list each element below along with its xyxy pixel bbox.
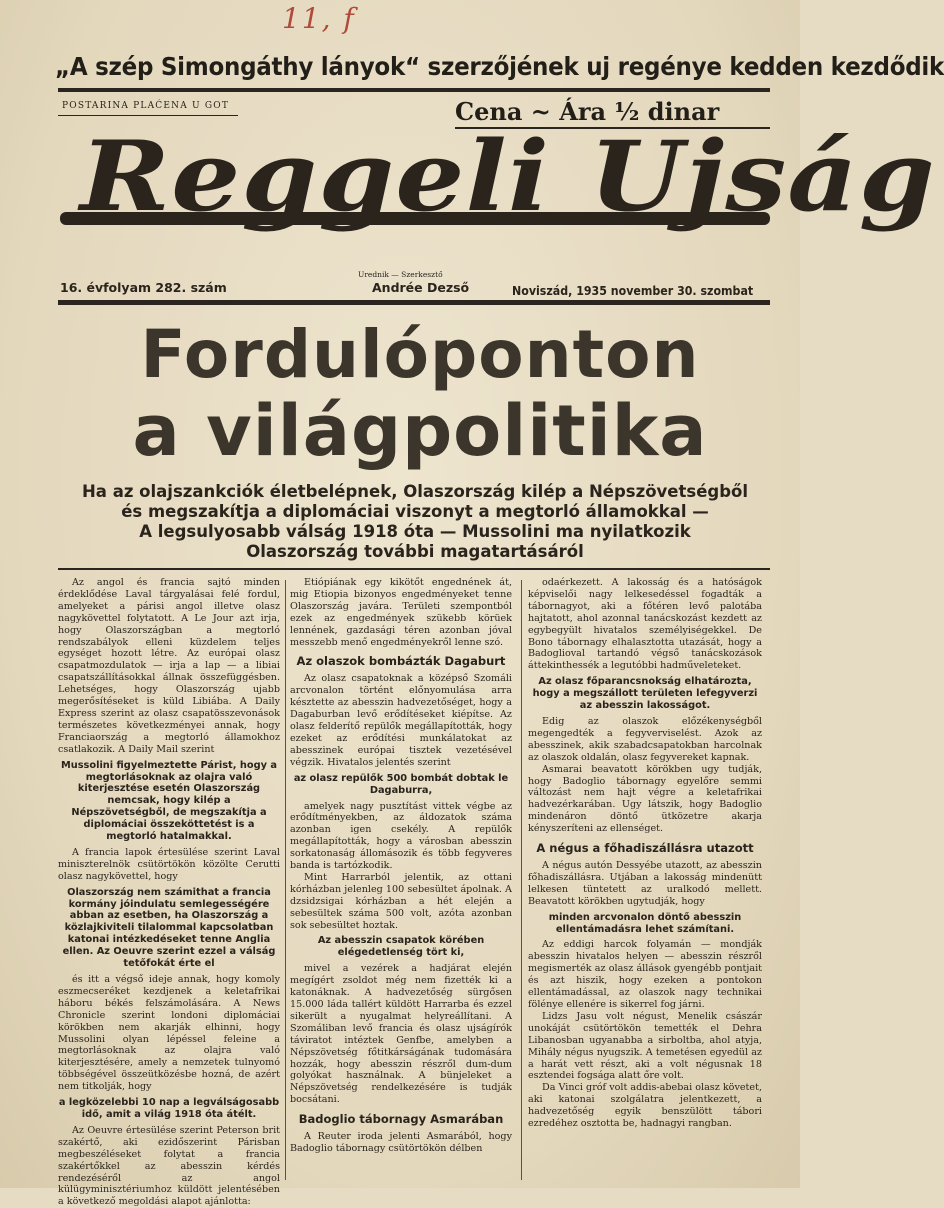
paragraph: A Reuter iroda jelenti Asmarából, hogy Badoglio tábornagy csütörtökön délben	[290, 1131, 512, 1155]
masthead	[60, 120, 936, 244]
highlight-paragraph: a legközelebbi 10 nap a legválságosabb idő, amit a világ 1918 óta átélt.	[58, 1097, 280, 1120]
paragraph: Az Oeuvre értesülése szerint Peterson brit szakértő, aki ezidőszerint Párisban megbeszéléseket folytat a francia szakértőkkel az abesszin kérdés rendezéséről az angol külügyminisztériumhoz küldött jelentésében a következő megoldási alapot ajánlotta:	[58, 1124, 280, 1208]
highlight-paragraph: az olasz repülők 500 bombát dobtak le Dagaburra,	[293, 772, 509, 796]
article-column-1	[58, 577, 280, 1208]
headline-line-1: Fordulóponton	[140, 316, 700, 393]
paragraph: A francia lapok értesülése szerint Laval miniszterelnök csütörtökön közölte Cerutti olasz nagykövettel, hogy	[58, 846, 280, 882]
column-divider-1	[285, 580, 286, 1180]
article-column-3	[528, 577, 762, 1177]
subhead-line-2: és megszakítja a diplomáciai viszonyt a megtorló államokkal —	[121, 502, 709, 521]
price-label: Cena ~ Ára ½ dinar	[455, 97, 720, 126]
paragraph: amelyek nagy pusztítást vittek végbe az erődítményekben, az áldozatok száma azonban igen csekély. A repülők megállapították, hogy a városban abesszin sorkatonaság állomásozik és több fegyveres banda is tartózkodik.	[290, 800, 512, 872]
issue-date: Noviszád, 1935 november 30. szombat	[512, 284, 754, 298]
handwritten-note: 11, f	[282, 2, 356, 35]
paragraph: Edig az olaszok előzékenységből megengedték a fegyverviselést. Azok az abesszinek, akik szabadcsapatokban harcolnak az olaszok oldalán, olasz fegyvereket kapnak.	[528, 715, 762, 763]
section-heading: Badoglio tábornagy Asmarában	[298, 1112, 504, 1127]
subhead-line-1: Ha az olajszankciók életbelépnek, Olaszország kilép a Népszövetségből	[82, 482, 748, 501]
postage-rule	[58, 115, 238, 116]
promo-rule	[58, 88, 770, 92]
subheadline	[60, 482, 770, 562]
highlight-paragraph: minden arcvonalon döntő abesszin ellentámadásra lehet számítani.	[548, 911, 742, 935]
subhead-line-4: Olaszország további magatartásáról	[246, 542, 584, 561]
promo-banner: „A szép Simongáthy lányok“ szerzőjének uj regénye kedden kezdődik	[55, 52, 944, 81]
subhead-line-3: A legsulyosabb válság 1918 óta — Mussolini ma nyilatkozik	[139, 522, 691, 541]
paragraph: Az angol és francia sajtó minden érdeklődése Laval tárgyalásai felé fordul, amelyeket a párisi angol illetve olasz nagykövettel folytatott. A Le Jour azt irja, hogy Olaszországban a megtorló rendszabályok elleni küzdelem teljes egységet hozott létre. Az európai olasz csapatmozdulatok — irja a lap — a libiai csapatszállításokkal állnak összefüggésben. Lehetséges, hogy Olaszország ujabb megerősítéseket is küld Libiába. A Daily Express szerint az olasz csapatösszevonások természetes következményei annak, hogy Franciaország a megtorló államokhoz csatlakozik. A Daily Mail szerint	[58, 577, 280, 755]
section-heading: Az olaszok bombázták Dagaburt	[296, 654, 506, 669]
paragraph: odaérkezett. A lakosság és a hatóságok képviselői nagy lelkesedéssel fogadták a tábornagyot, aki a főtéren levő palotába hajtatott, ahol azonnal tanácskozást kezdett az egybegyült hivatalos személyiségekkel. De Bono tábornagy elhalasztotta utazását, hogy a Badoglioval tartandó végső tanácskozások áttekinthessék a legutóbbi hadműveleteket.	[528, 577, 762, 672]
paragraph: Az olasz csapatoknak a középső Szomáli arcvonalon történt előnyomulása arra késztette az abesszin hadvezetőséget, hogy a Dagaburban levő erődítéseket kiépítse. Az olasz felderítő repülők megállapították, hogy ezeket az erődítési munkálatokat az abesszinek európai tisztek vezetésével végzik. Hivatalos jelentés szerint	[290, 673, 512, 768]
paragraph: és itt a végső ideje annak, hogy komoly eszmecseréket kezdjenek a keletafrikai háboru békés felszámolására. A News Chronicle szerint londoni diplomáciai körökben nem akarják elhinni, hogy Mussolini olyan lépéssel feleine a megtorlásoknak az olajra való kiterjesztésére, amely a nemzetek tulnyomó többségével összeütközésbe hozná, de azért nem titkolják, hogy	[58, 974, 280, 1093]
edition-number: 16. évfolyam 282. szám	[60, 280, 227, 295]
editor-name: Andrée Dezső	[372, 280, 470, 295]
section-heading: A négus a főhadiszállásra utazott	[536, 841, 754, 856]
paragraph: mivel a vezérek a hadjárat elején megígért zsoldot még nem fizették ki a katonáknak. A hadvezetőség sürgősen 15.000 láda tallért küldött Harrarba és ezzel sikerült a nyugalmat helyreállítani. A Szomáliban levő francia és olasz ujságírók táviratot intéztek Genfbe, amelyben a Népszövetség főtitkárságának tudomására hozzák, hogy abesszin részről dum-dum golyókat használnak. A bünjeleket a Népszövetség rendelkezésére is tudják bocsátani.	[290, 963, 512, 1106]
highlight-paragraph: Mussolini figyelmeztette Párist, hogy a megtorlásoknak az olajra való kiterjesztése esetén Olaszország nemcsak, hogy kilép a Népszövetségből, de megszakítja a diplomáciai összeköttetést is a megtorló hatalmakkal.	[60, 759, 278, 843]
editor-label: Urednik — Szerkesztő	[358, 270, 443, 279]
paragraph: Etiópiának egy kikötőt engednének át, mig Etiopia bizonyos engedményeket tenne Olaszország javára. Területi szempontból ezek az engedmények szükebb körüek lennének, gazdasági téren azonban jóval messzebb menő engedményekről lenne szó.	[290, 577, 512, 648]
masthead-title: Reggeli Ujság	[80, 120, 936, 233]
highlight-paragraph: Az olasz főparancsnokság elhatározta, hogy a megszállott területen lefegyverzi az abesszin lakosságot.	[532, 676, 758, 712]
header-rule	[58, 300, 770, 305]
paragraph: Az eddigi harcok folyamán — mondják abesszin hivatalos helyen — abesszin részről megismerték az olasz állások gyengébb pontjait és azt hiszik, hogy ezeken a pontokon ellentámadással, az olaszok nagy technikai fölénye ellenére is sikerrel fog járni.	[528, 939, 762, 1010]
highlight-paragraph: Olaszország nem számithat a francia kormány jóindulatu semlegességére abban az esetben, ha Olaszország a közlajkiviteli tilalommal kapcsolatban katonai intézkedéseket tenne Anglia ellen. Az Oeuvre szerint ezzel a válság tetőfokát érte el	[62, 886, 276, 970]
highlight-paragraph: Az abesszin csapatok körében elégedetlenség tört ki,	[317, 935, 485, 959]
paragraph: A négus autón Dessyébe utazott, az abesszin főhadiszállásra. Utjában a lakosság mindenütt lelkesen tüntetett az uralkodó mellett. Beavatott körökben ugytudják, hogy	[528, 860, 762, 907]
paragraph: Mint Harrarból jelentik, az ottani kórházban jelenleg 100 sebesültet ápolnak. A dzsidzsigai kórházban a hét elején a sebesültek száma 500 volt, azóta azonban sok sebesültet hoztak.	[290, 871, 512, 931]
paragraph: Lidzs Jasu volt négust, Menelik császár unokáját csütörtökön temették el Dehra Libanosban ugyanabba a sirboltba, ahol atyja, Mihály négus nyugszik. A temetésen egyedül az a harát vett részt, aki a volt négusnak 18 esztendei fogsága alatt őre volt.	[528, 1010, 762, 1082]
headline-line-2: a világpolitika	[132, 390, 708, 472]
paragraph: Asmarai beavatott körökben ugy tudják, hogy Badoglio tábornagy egyelőre semmi változást nem hajt végre a keletafrikai hadvezérkarában. Ugy látszik, hogy Badoglio mindenáron döntő ütközetre akarja kényszeríteni az ellenséget.	[528, 763, 762, 835]
postage-note: POSTARINA PLAĆENA U GOT	[62, 101, 230, 111]
paragraph: Da Vinci gróf volt addis-abebai olasz követet, aki katonai szolgálatra jelentkezett, a hadvezetőség egyik benszülött tábori ezredéhez osztotta be, hadnagyi rangban.	[528, 1082, 762, 1130]
article-column-2	[290, 577, 512, 1177]
article-rule	[58, 568, 770, 570]
column-divider-2	[521, 580, 522, 1180]
